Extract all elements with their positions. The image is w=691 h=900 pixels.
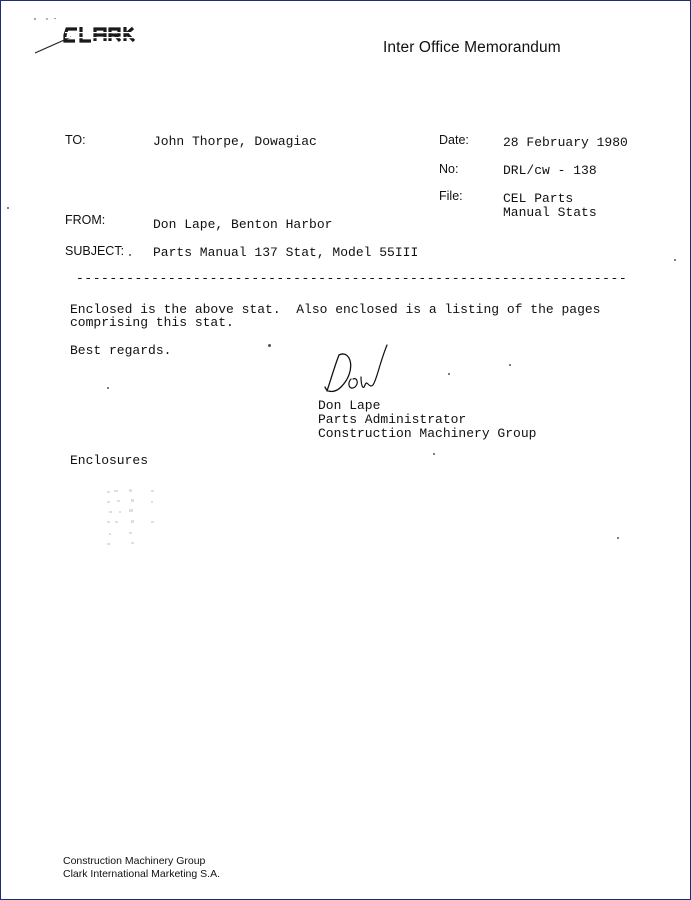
speck xyxy=(7,207,9,209)
to-value: John Thorpe, Dowagiac xyxy=(153,134,317,149)
from-label: FROM: xyxy=(65,213,106,227)
date-label: Date: xyxy=(439,133,469,147)
closing: Best regards. xyxy=(70,343,172,358)
speck xyxy=(268,344,271,347)
to-label: TO: xyxy=(65,133,86,147)
bleed-through-marks xyxy=(105,487,157,549)
speck xyxy=(674,259,676,261)
separator-line: ------------------------------------------------------------------ xyxy=(76,271,628,286)
no-label: No: xyxy=(439,162,459,176)
speck xyxy=(617,537,619,539)
footer-line-2: Clark International Marketing S.A. xyxy=(63,868,220,880)
speck xyxy=(129,254,131,256)
date-value: 28 February 1980 xyxy=(503,135,628,150)
file-value-line1: CEL Parts xyxy=(503,191,574,206)
from-value: Don Lape, Benton Harbor xyxy=(153,217,333,232)
speck xyxy=(107,387,109,389)
handwritten-signature xyxy=(317,341,397,399)
file-label: File: xyxy=(439,189,463,203)
footer-line-1: Construction Machinery Group xyxy=(63,855,206,867)
speck xyxy=(448,373,450,375)
speck xyxy=(433,453,435,455)
enclosures-label: Enclosures xyxy=(70,453,149,468)
body-line-1: Enclosed is the above stat. Also enclosed is a listing of the pages xyxy=(70,302,601,317)
speck xyxy=(509,364,511,366)
file-value-line2: Manual Stats xyxy=(503,205,597,220)
no-value: DRL/cw - 138 xyxy=(503,163,597,178)
signer-name: Don Lape xyxy=(318,398,381,413)
subject-label: SUBJECT: xyxy=(65,244,125,258)
subject-value: Parts Manual 137 Stat, Model 55III xyxy=(153,245,419,260)
signer-group: Construction Machinery Group xyxy=(318,426,537,441)
clark-logo xyxy=(31,17,161,59)
body-line-2: comprising this stat. xyxy=(70,315,234,330)
memo-title: Inter Office Memorandum xyxy=(383,39,561,56)
signer-title: Parts Administrator xyxy=(318,412,467,427)
